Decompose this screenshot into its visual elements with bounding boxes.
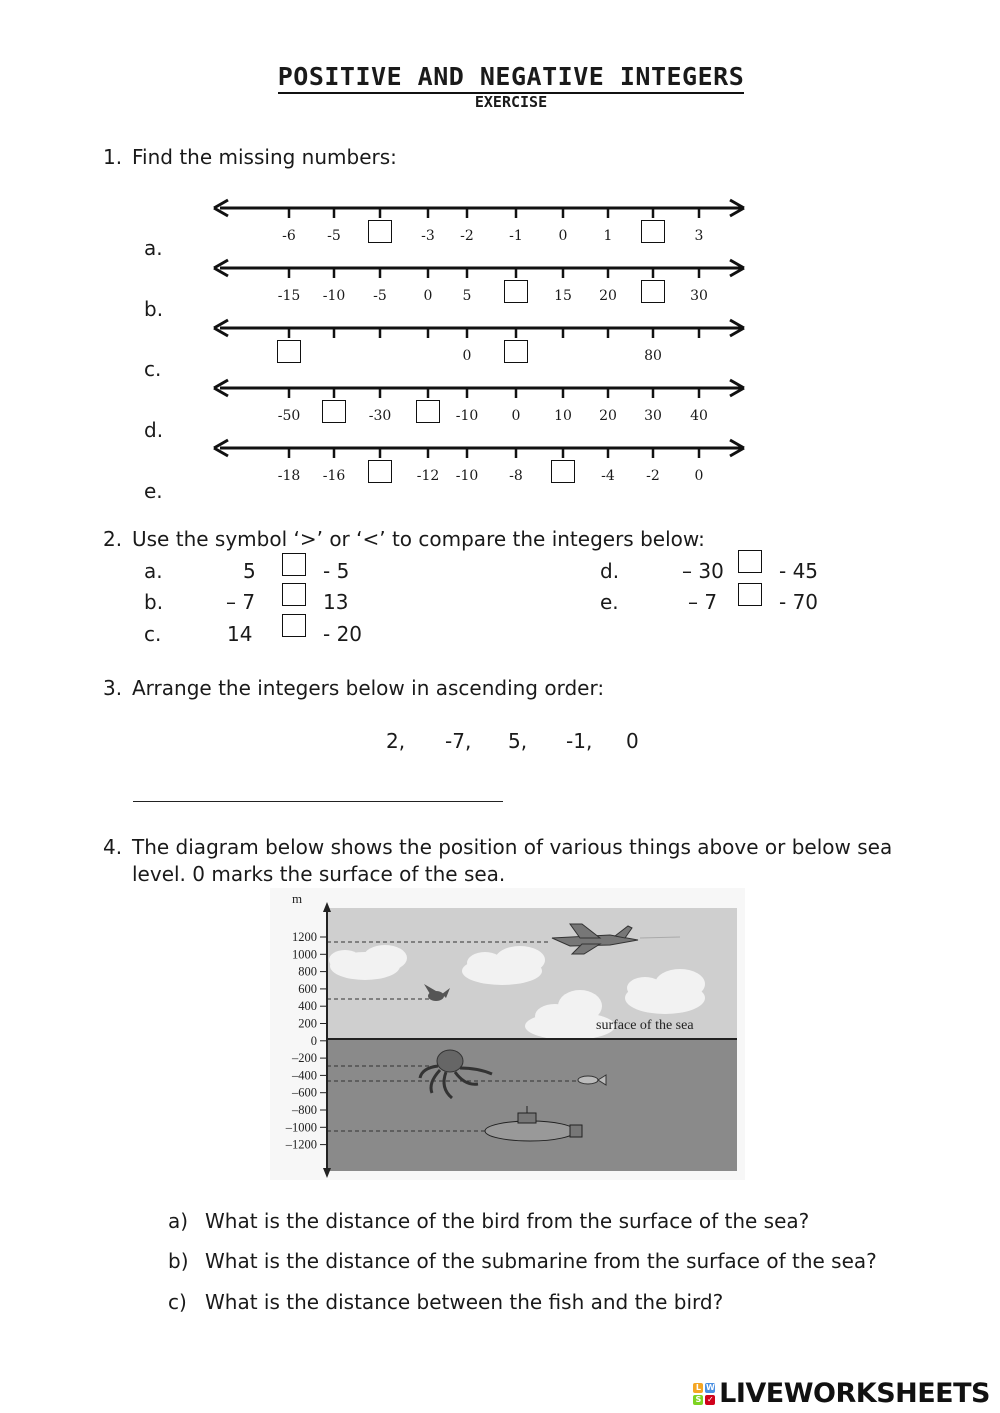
q1-text: Find the missing numbers: xyxy=(132,145,397,169)
compare-answer-box[interactable] xyxy=(738,550,762,573)
sub-question-label: a) xyxy=(168,1209,189,1233)
tick-label: 0 xyxy=(694,468,704,484)
axis-tick-label: 1200 xyxy=(292,930,317,944)
tick-label: -10 xyxy=(455,468,479,484)
tick-label: 15 xyxy=(554,288,572,304)
tick-label: 3 xyxy=(694,228,704,244)
number-line-axis xyxy=(212,257,752,279)
tick-label: 0 xyxy=(511,408,521,424)
tick-label: -1 xyxy=(509,228,523,244)
compare-letter: c. xyxy=(144,622,162,646)
axis-tick-label: –200 xyxy=(292,1051,317,1066)
page-title xyxy=(0,62,1000,91)
q3-text: Arrange the integers below in ascending order: xyxy=(132,676,605,700)
sub-question-text: What is the distance of the bird from the surface of the sea? xyxy=(205,1209,810,1233)
tick-label: 20 xyxy=(599,288,617,304)
tick-label: -6 xyxy=(282,228,296,244)
logo-mark-icon xyxy=(693,1383,715,1405)
compare-left: 14 xyxy=(227,622,253,646)
q3-number: 3. xyxy=(103,676,123,700)
axis-tick-label: –800 xyxy=(292,1103,317,1117)
tick-label: 40 xyxy=(690,408,708,424)
missing-number-box[interactable] xyxy=(322,400,346,423)
number-line-letter: d. xyxy=(144,418,164,442)
missing-number-box[interactable] xyxy=(641,220,665,243)
compare-left: – 30 xyxy=(682,559,724,583)
compare-answer-box[interactable] xyxy=(282,614,306,637)
compare-letter: d. xyxy=(600,559,620,583)
missing-number-box[interactable] xyxy=(641,280,665,303)
tick-label: -5 xyxy=(373,288,387,304)
number-line-axis xyxy=(212,317,752,339)
logo-tile: S xyxy=(693,1395,703,1405)
axis-unit-label: m xyxy=(292,891,303,906)
tick-label: -4 xyxy=(601,468,615,484)
number-line-letter: c. xyxy=(144,357,162,381)
axis-tick-label: 1000 xyxy=(292,947,317,962)
axis-tick-label: 400 xyxy=(298,999,317,1014)
compare-letter: a. xyxy=(144,559,163,583)
tick-label: 0 xyxy=(462,348,472,364)
number-line-letter: e. xyxy=(144,479,163,503)
tick-label: -10 xyxy=(322,288,346,304)
tick-label: -16 xyxy=(322,468,346,484)
missing-number-box[interactable] xyxy=(416,400,440,423)
q3-value: -7, xyxy=(445,729,472,753)
compare-right: - 20 xyxy=(323,622,363,646)
compare-left: – 7 xyxy=(688,590,718,614)
tick-label: 10 xyxy=(554,408,572,424)
compare-left: 5 xyxy=(243,559,256,583)
tick-label: 20 xyxy=(599,408,617,424)
number-line-axis xyxy=(212,437,752,459)
axis-tick-label: 0 xyxy=(310,1033,317,1048)
tick-label: -30 xyxy=(368,408,392,424)
page-title-text: POSITIVE AND NEGATIVE INTEGERS xyxy=(278,62,745,94)
tick-label: 5 xyxy=(462,288,472,304)
logo-tile: L xyxy=(693,1383,703,1393)
q1-number: 1. xyxy=(103,145,123,169)
missing-number-box[interactable] xyxy=(504,280,528,303)
tick-label: 30 xyxy=(644,408,662,424)
answer-line[interactable] xyxy=(133,801,503,802)
compare-answer-box[interactable] xyxy=(282,553,306,576)
tick-label: 0 xyxy=(423,288,433,304)
tick-label: -8 xyxy=(509,468,523,484)
axis-tick-label: 600 xyxy=(298,981,317,996)
q4-number: 4. xyxy=(103,835,123,859)
axis-tick-label: –600 xyxy=(292,1085,317,1100)
compare-letter: e. xyxy=(600,590,619,614)
brand-text: LIVEWORKSHEETS xyxy=(719,1378,990,1409)
logo-tile: W xyxy=(705,1382,715,1392)
axis-tick-label: –1000 xyxy=(285,1120,317,1135)
compare-left: – 7 xyxy=(226,590,256,614)
tick-label: 1 xyxy=(603,228,613,244)
tick-label: -2 xyxy=(646,468,660,484)
q3-value: 2, xyxy=(386,729,406,753)
sub-question-label: c) xyxy=(168,1290,187,1314)
axis-tick-label: –1200 xyxy=(285,1137,317,1152)
tick-label: -5 xyxy=(327,228,341,244)
axis-tick-label: 800 xyxy=(298,964,317,979)
compare-right: - 45 xyxy=(779,559,819,583)
compare-right: - 5 xyxy=(323,559,350,583)
number-line-axis xyxy=(212,377,752,399)
tick-label: -50 xyxy=(277,408,301,424)
sub-question-text: What is the distance between the fish and the bird? xyxy=(205,1290,724,1314)
page-subtitle: EXERCISE xyxy=(474,93,548,111)
compare-right: - 70 xyxy=(779,590,819,614)
q4-text-line2: level. 0 marks the surface of the sea. xyxy=(132,862,506,886)
q3-value: -1, xyxy=(566,729,593,753)
tick-label: -3 xyxy=(421,228,435,244)
missing-number-box[interactable] xyxy=(368,220,392,243)
q3-value: 0 xyxy=(626,729,639,753)
tick-label: 30 xyxy=(690,288,708,304)
tick-label: 80 xyxy=(644,348,662,364)
missing-number-box[interactable] xyxy=(368,460,392,483)
liveworksheets-logo[interactable] xyxy=(693,1378,990,1409)
tick-label: -10 xyxy=(455,408,479,424)
tick-label: -12 xyxy=(416,468,440,484)
number-line-axis xyxy=(212,197,752,219)
tick-label: 0 xyxy=(558,228,568,244)
missing-number-box[interactable] xyxy=(277,340,301,363)
sea-level-diagram xyxy=(270,888,745,1180)
missing-number-box[interactable] xyxy=(504,340,528,363)
logo-tile: ✓ xyxy=(707,1394,714,1404)
q2-number: 2. xyxy=(103,527,123,551)
tick-label: -2 xyxy=(460,228,474,244)
sub-question-text: What is the distance of the submarine from the surface of the sea? xyxy=(205,1249,877,1273)
surface-label: surface of the sea xyxy=(596,1018,694,1033)
compare-answer-box[interactable] xyxy=(738,583,762,606)
compare-answer-box[interactable] xyxy=(282,583,306,606)
axis-tick-label: 200 xyxy=(298,1016,317,1031)
missing-number-box[interactable] xyxy=(551,460,575,483)
compare-letter: b. xyxy=(144,590,164,614)
q3-value: 5, xyxy=(508,729,528,753)
q2-text: Use the symbol ‘>’ or ‘<’ to compare the integers below: xyxy=(132,527,705,551)
number-line-letter: a. xyxy=(144,236,163,260)
tick-label: -18 xyxy=(277,468,301,484)
axis-tick-label: –400 xyxy=(292,1068,317,1083)
sea-area xyxy=(327,1039,737,1171)
compare-right: 13 xyxy=(323,590,349,614)
tick-label: -15 xyxy=(277,288,301,304)
q4-text-line1: The diagram below shows the position of various things above or below sea xyxy=(132,835,893,859)
sub-question-label: b) xyxy=(168,1249,189,1273)
number-line-letter: b. xyxy=(144,297,164,321)
